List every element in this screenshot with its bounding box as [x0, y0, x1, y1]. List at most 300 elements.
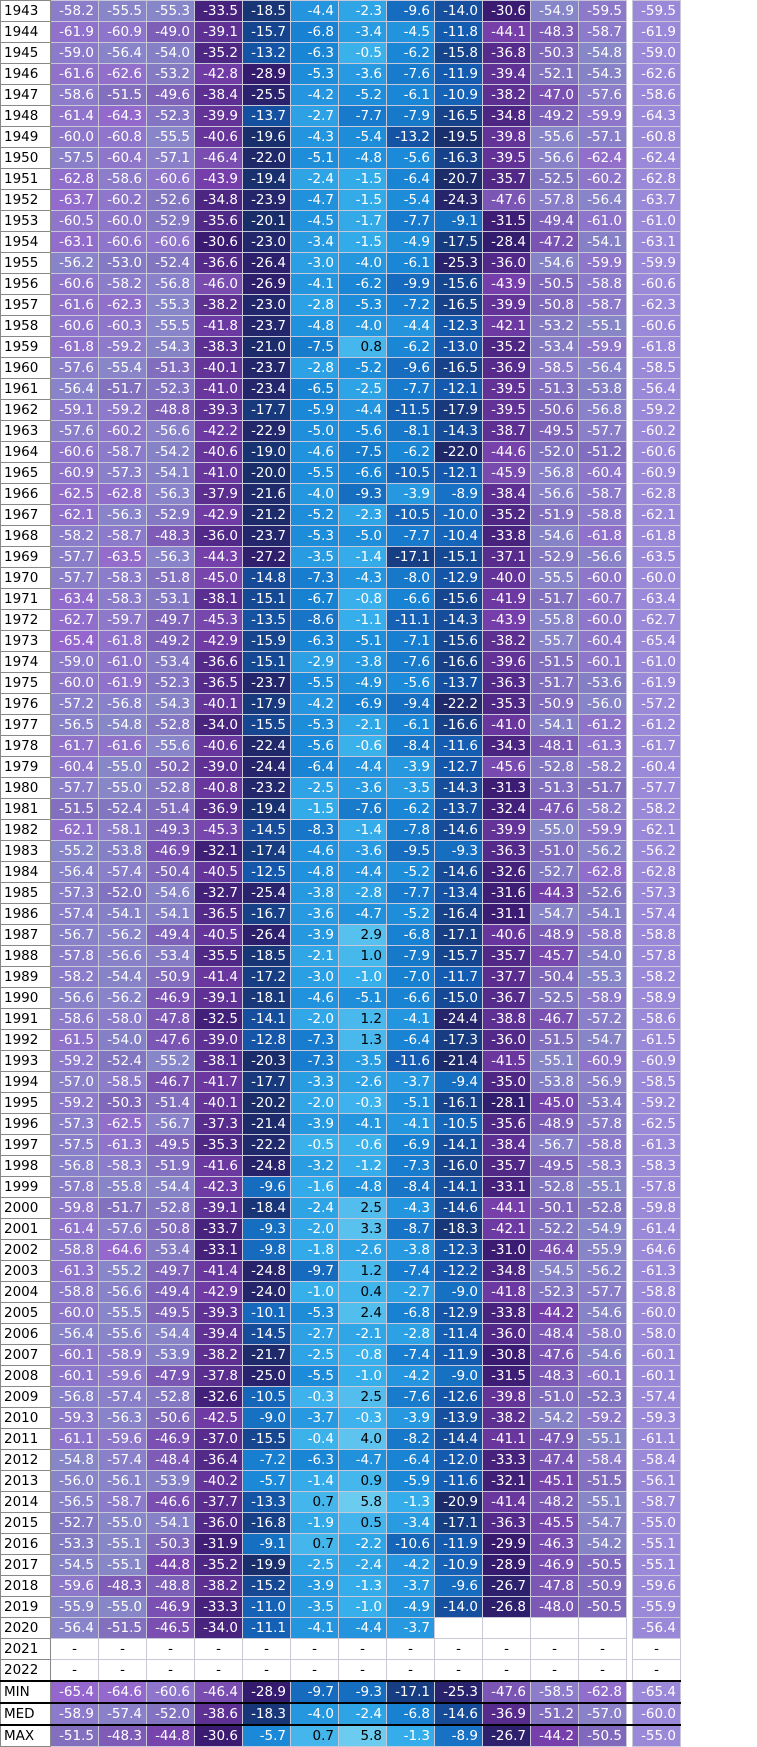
value-cell: -59.0 [51, 43, 99, 64]
value-cell: -55.5 [99, 1303, 147, 1324]
value-cell: -5.7 [243, 1725, 291, 1747]
value-cell: -64.6 [99, 1681, 147, 1703]
table-row [1, 253, 681, 274]
value-cell: -41.0 [195, 463, 243, 484]
value-cell: -26.8 [483, 1597, 531, 1618]
value-cell: -26.9 [243, 274, 291, 295]
value-cell: -53.2 [531, 316, 579, 337]
value-cell: -36.3 [483, 1513, 531, 1534]
value-cell: -65.4 [51, 1681, 99, 1703]
value-cell: -5.3 [291, 1303, 339, 1324]
value-cell: -60.0 [99, 211, 147, 232]
annual-cell: -63.1 [633, 232, 681, 253]
value-cell: -17.1 [435, 1513, 483, 1534]
value-cell: -6.6 [387, 988, 435, 1009]
value-cell: -47.8 [531, 1576, 579, 1597]
value-cell: -60.4 [579, 463, 627, 484]
value-cell: -22.0 [435, 442, 483, 463]
value-cell: -3.9 [387, 757, 435, 778]
value-cell: -1.3 [387, 1492, 435, 1513]
table-row [1, 1072, 681, 1093]
value-cell: -27.2 [243, 547, 291, 568]
value-cell: -54.3 [147, 337, 195, 358]
annual-cell: -58.4 [633, 1450, 681, 1471]
value-cell: -33.1 [195, 1240, 243, 1261]
value-cell: -4.4 [339, 862, 387, 883]
value-cell: -5.3 [339, 295, 387, 316]
value-cell: -41.4 [483, 1492, 531, 1513]
value-cell: -56.8 [51, 1156, 99, 1177]
value-cell: -26.7 [483, 1576, 531, 1597]
value-cell: -57.2 [579, 1009, 627, 1030]
value-cell: -55.2 [99, 1261, 147, 1282]
value-cell: - [579, 1660, 627, 1682]
value-cell: -48.8 [147, 400, 195, 421]
value-cell: -10.9 [435, 85, 483, 106]
value-cell: -19.5 [435, 127, 483, 148]
annual-cell: -60.2 [633, 421, 681, 442]
value-cell: -5.6 [291, 736, 339, 757]
value-cell: -37.1 [483, 547, 531, 568]
year-cell: 1965 [1, 463, 51, 484]
value-cell: -7.3 [291, 568, 339, 589]
value-cell: -3.5 [339, 1051, 387, 1072]
table-row [1, 652, 681, 673]
value-cell: -4.9 [387, 1597, 435, 1618]
table-row [1, 1597, 681, 1618]
value-cell: -50.4 [531, 967, 579, 988]
annual-cell: -59.5 [633, 1, 681, 22]
value-cell: -55.3 [579, 967, 627, 988]
value-cell: -15.6 [435, 274, 483, 295]
annual-cell: -64.3 [633, 106, 681, 127]
value-cell: -40.6 [195, 127, 243, 148]
value-cell: -60.0 [51, 1303, 99, 1324]
year-cell: 1956 [1, 274, 51, 295]
value-cell: -32.1 [483, 1471, 531, 1492]
annual-cell: -56.4 [633, 379, 681, 400]
value-cell: -53.0 [99, 253, 147, 274]
value-cell: -57.3 [51, 883, 99, 904]
value-cell: -1.4 [291, 1471, 339, 1492]
value-cell: -50.1 [531, 1198, 579, 1219]
value-cell: -60.2 [99, 190, 147, 211]
table-row [1, 988, 681, 1009]
annual-cell: -58.2 [633, 967, 681, 988]
value-cell: -62.3 [99, 295, 147, 316]
value-cell: -57.4 [51, 904, 99, 925]
value-cell: -61.8 [579, 526, 627, 547]
value-cell: -40.0 [483, 568, 531, 589]
value-cell: -36.3 [483, 841, 531, 862]
table-row [1, 148, 681, 169]
table-row [1, 1471, 681, 1492]
value-cell: -50.6 [147, 1408, 195, 1429]
value-cell: -61.3 [579, 736, 627, 757]
value-cell: -18.1 [243, 988, 291, 1009]
value-cell: -15.8 [435, 43, 483, 64]
value-cell: -54.1 [147, 1513, 195, 1534]
year-cell: 2022 [1, 1660, 51, 1682]
value-cell: -12.3 [435, 1240, 483, 1261]
value-cell: -40.6 [483, 925, 531, 946]
value-cell: -1.4 [339, 820, 387, 841]
value-cell: -51.7 [579, 778, 627, 799]
value-cell: -49.5 [531, 1156, 579, 1177]
value-cell: -48.3 [99, 1725, 147, 1747]
value-cell: -43.9 [483, 274, 531, 295]
value-cell: -4.6 [291, 841, 339, 862]
value-cell: -54.2 [579, 1534, 627, 1555]
value-cell: -58.6 [99, 169, 147, 190]
value-cell: -53.4 [147, 652, 195, 673]
value-cell: -56.9 [579, 1072, 627, 1093]
value-cell: -35.6 [483, 1114, 531, 1135]
value-cell: - [243, 1639, 291, 1660]
value-cell: -59.5 [579, 1, 627, 22]
value-cell: -48.2 [531, 1492, 579, 1513]
value-cell: -35.2 [195, 1555, 243, 1576]
value-cell: -1.5 [291, 799, 339, 820]
value-cell: -0.8 [339, 1345, 387, 1366]
table-row [1, 1282, 681, 1303]
value-cell: -38.2 [195, 1576, 243, 1597]
value-cell: -14.5 [243, 820, 291, 841]
table-row [1, 1660, 681, 1682]
annual-cell: - [633, 1660, 681, 1682]
annual-cell: -61.0 [633, 652, 681, 673]
annual-cell: -60.6 [633, 316, 681, 337]
value-cell: -60.1 [579, 652, 627, 673]
annual-cell: -62.7 [633, 610, 681, 631]
value-cell: -6.2 [387, 799, 435, 820]
value-cell: -16.1 [435, 1093, 483, 1114]
annual-cell: -61.0 [633, 211, 681, 232]
value-cell: -51.7 [531, 673, 579, 694]
value-cell: -54.0 [99, 1030, 147, 1051]
annual-cell: -58.5 [633, 358, 681, 379]
annual-cell: -62.1 [633, 820, 681, 841]
value-cell: -17.2 [243, 967, 291, 988]
value-cell: -35.0 [483, 1072, 531, 1093]
table-row [1, 799, 681, 820]
value-cell: -59.2 [579, 1408, 627, 1429]
value-cell: -45.3 [195, 610, 243, 631]
value-cell: -25.0 [243, 1366, 291, 1387]
year-cell: 2013 [1, 1471, 51, 1492]
annual-cell: -58.8 [633, 1282, 681, 1303]
value-cell: -55.3 [147, 1, 195, 22]
value-cell: -42.1 [483, 1219, 531, 1240]
value-cell: -11.0 [243, 1597, 291, 1618]
value-cell: -38.2 [195, 1345, 243, 1366]
value-cell: -2.5 [291, 778, 339, 799]
value-cell: -56.2 [99, 988, 147, 1009]
value-cell: -61.3 [99, 1135, 147, 1156]
annual-cell: -61.1 [633, 1429, 681, 1450]
value-cell: -52.3 [147, 379, 195, 400]
value-cell: -4.2 [387, 1555, 435, 1576]
value-cell: -54.6 [579, 1345, 627, 1366]
year-cell: 1959 [1, 337, 51, 358]
value-cell: -60.9 [579, 1051, 627, 1072]
year-cell: 2021 [1, 1639, 51, 1660]
value-cell: -3.4 [387, 1513, 435, 1534]
value-cell: 0.7 [291, 1534, 339, 1555]
value-cell: -15.7 [435, 946, 483, 967]
value-cell: -51.7 [99, 379, 147, 400]
value-cell: -54.0 [147, 43, 195, 64]
value-cell: - [483, 1660, 531, 1682]
value-cell: -56.3 [99, 505, 147, 526]
value-cell: -55.1 [579, 316, 627, 337]
value-cell: -12.9 [435, 568, 483, 589]
value-cell: -15.5 [243, 715, 291, 736]
value-cell: -55.1 [531, 1051, 579, 1072]
value-cell: -7.9 [387, 106, 435, 127]
value-cell: -16.4 [435, 904, 483, 925]
value-cell: -3.5 [387, 778, 435, 799]
value-cell: -55.6 [99, 1324, 147, 1345]
value-cell: 1.2 [339, 1009, 387, 1030]
value-cell: -0.3 [339, 1408, 387, 1429]
value-cell: -9.3 [243, 1219, 291, 1240]
value-cell: -2.2 [339, 1534, 387, 1555]
value-cell: -59.9 [579, 820, 627, 841]
annual-cell: -62.1 [633, 505, 681, 526]
value-cell: -56.0 [579, 694, 627, 715]
value-cell: -4.1 [291, 274, 339, 295]
annual-cell: -60.0 [633, 1703, 681, 1725]
value-cell: 5.8 [339, 1492, 387, 1513]
year-cell: 1991 [1, 1009, 51, 1030]
value-cell: -51.2 [579, 442, 627, 463]
value-cell: -9.7 [291, 1261, 339, 1282]
value-cell: -25.3 [435, 253, 483, 274]
value-cell: -55.0 [531, 820, 579, 841]
value-cell: -40.5 [195, 925, 243, 946]
value-cell: -4.4 [339, 1618, 387, 1639]
table-row [1, 1450, 681, 1471]
value-cell: -6.1 [387, 715, 435, 736]
value-cell: -61.8 [99, 631, 147, 652]
value-cell: -39.3 [195, 400, 243, 421]
value-cell: 0.9 [339, 1471, 387, 1492]
value-cell: -4.2 [387, 1366, 435, 1387]
value-cell: -6.9 [339, 694, 387, 715]
value-cell: -24.4 [435, 1009, 483, 1030]
value-cell: -35.7 [483, 1156, 531, 1177]
value-cell: -38.4 [195, 85, 243, 106]
value-cell: -39.5 [483, 148, 531, 169]
value-cell: -3.6 [339, 841, 387, 862]
annual-cell: -56.4 [633, 1618, 681, 1639]
value-cell: -0.8 [339, 589, 387, 610]
value-cell: -8.1 [387, 421, 435, 442]
value-cell: -2.7 [387, 1282, 435, 1303]
value-cell: -3.9 [291, 1576, 339, 1597]
value-cell: -52.8 [147, 715, 195, 736]
value-cell: 2.5 [339, 1198, 387, 1219]
value-cell: -21.6 [243, 484, 291, 505]
value-cell: -39.0 [195, 1030, 243, 1051]
value-cell: -55.2 [147, 1051, 195, 1072]
value-cell: -32.4 [483, 799, 531, 820]
year-cell: 1966 [1, 484, 51, 505]
value-cell: -8.9 [435, 1725, 483, 1747]
value-cell: -46.7 [147, 1072, 195, 1093]
value-cell: -24.0 [243, 1282, 291, 1303]
value-cell: -6.2 [339, 274, 387, 295]
value-cell: - [387, 1660, 435, 1682]
value-cell: 0.7 [291, 1492, 339, 1513]
value-cell: -56.3 [99, 1408, 147, 1429]
value-cell: -13.9 [435, 1408, 483, 1429]
value-cell: -23.4 [243, 379, 291, 400]
value-cell: -51.7 [99, 1198, 147, 1219]
value-cell: -59.1 [51, 400, 99, 421]
value-cell: -56.6 [531, 484, 579, 505]
value-cell: -28.9 [243, 64, 291, 85]
value-cell: -47.6 [483, 1681, 531, 1703]
table-row [1, 106, 681, 127]
value-cell: -58.5 [99, 1072, 147, 1093]
value-cell: 0.4 [339, 1282, 387, 1303]
value-cell: -52.8 [579, 1198, 627, 1219]
value-cell: -48.9 [531, 925, 579, 946]
year-cell: 1975 [1, 673, 51, 694]
value-cell: -48.9 [531, 1114, 579, 1135]
value-cell: -39.9 [483, 295, 531, 316]
value-cell: -24.8 [243, 1156, 291, 1177]
value-cell: -58.1 [99, 820, 147, 841]
value-cell: -13.2 [243, 43, 291, 64]
value-cell: -40.1 [195, 1093, 243, 1114]
value-cell: -47.6 [531, 799, 579, 820]
value-cell: -56.6 [99, 946, 147, 967]
value-cell: -58.8 [579, 1135, 627, 1156]
value-cell: -55.1 [99, 1555, 147, 1576]
value-cell: -55.0 [99, 778, 147, 799]
value-cell: -39.4 [483, 64, 531, 85]
value-cell: -59.3 [51, 1408, 99, 1429]
value-cell: -43.9 [483, 610, 531, 631]
year-cell: 1949 [1, 127, 51, 148]
year-cell: 2016 [1, 1534, 51, 1555]
annual-cell: -60.6 [633, 274, 681, 295]
value-cell [579, 1618, 627, 1639]
value-cell: -50.9 [579, 1576, 627, 1597]
annual-cell: -60.1 [633, 1366, 681, 1387]
value-cell: -20.2 [243, 1093, 291, 1114]
value-cell: -56.6 [531, 148, 579, 169]
value-cell: -56.0 [51, 1471, 99, 1492]
year-cell: 1978 [1, 736, 51, 757]
year-cell: 1961 [1, 379, 51, 400]
value-cell: -60.6 [51, 274, 99, 295]
value-cell: -13.7 [435, 673, 483, 694]
value-cell: -25.4 [243, 883, 291, 904]
value-cell: -7.3 [291, 1051, 339, 1072]
value-cell: -44.6 [483, 442, 531, 463]
value-cell: -5.6 [387, 673, 435, 694]
value-cell: -47.2 [531, 232, 579, 253]
table-row [1, 1, 681, 22]
value-cell: -2.5 [339, 379, 387, 400]
value-cell: -50.3 [531, 43, 579, 64]
year-cell: 1944 [1, 22, 51, 43]
value-cell: -60.0 [51, 673, 99, 694]
value-cell: -33.3 [483, 1450, 531, 1471]
value-cell: -5.1 [339, 631, 387, 652]
value-cell: -10.0 [435, 505, 483, 526]
table-row [1, 589, 681, 610]
value-cell: -51.5 [99, 85, 147, 106]
value-cell: -32.6 [195, 1387, 243, 1408]
value-cell: -42.2 [195, 421, 243, 442]
annual-cell: -60.0 [633, 1303, 681, 1324]
value-cell: -57.7 [51, 778, 99, 799]
value-cell: -61.0 [579, 211, 627, 232]
value-cell: -33.7 [195, 1219, 243, 1240]
value-cell: -3.5 [291, 1597, 339, 1618]
value-cell: -9.5 [387, 841, 435, 862]
table-row [1, 316, 681, 337]
value-cell: -52.9 [147, 505, 195, 526]
value-cell: -42.9 [195, 631, 243, 652]
value-cell: -55.8 [531, 610, 579, 631]
value-cell: -3.8 [387, 1240, 435, 1261]
value-cell: -7.4 [387, 1261, 435, 1282]
value-cell: -60.6 [51, 316, 99, 337]
value-cell: -39.5 [483, 400, 531, 421]
value-cell: -9.9 [387, 274, 435, 295]
value-cell: -18.3 [243, 1703, 291, 1725]
value-cell: -60.2 [579, 169, 627, 190]
annual-cell: -56.2 [633, 841, 681, 862]
year-cell: 1945 [1, 43, 51, 64]
value-cell: -0.3 [339, 1093, 387, 1114]
table-row [1, 1093, 681, 1114]
value-cell: -60.4 [579, 631, 627, 652]
value-cell: -52.8 [531, 757, 579, 778]
value-cell: -41.4 [195, 967, 243, 988]
value-cell: -63.7 [51, 190, 99, 211]
value-cell: -57.3 [51, 1114, 99, 1135]
value-cell: -19.4 [243, 799, 291, 820]
value-cell: -60.3 [99, 316, 147, 337]
value-cell: -58.2 [51, 526, 99, 547]
value-cell: -14.6 [435, 820, 483, 841]
value-cell: -35.7 [483, 169, 531, 190]
value-cell: -48.4 [147, 1450, 195, 1471]
annual-cell: -61.3 [633, 1261, 681, 1282]
value-cell: -3.8 [339, 652, 387, 673]
value-cell: -49.3 [147, 820, 195, 841]
value-cell: -38.4 [483, 1135, 531, 1156]
value-cell: -54.9 [531, 1, 579, 22]
value-cell: -48.4 [531, 1324, 579, 1345]
value-cell: -63.1 [51, 232, 99, 253]
value-cell: -34.3 [483, 736, 531, 757]
annual-cell: -58.6 [633, 85, 681, 106]
value-cell: -36.4 [195, 1450, 243, 1471]
value-cell: -47.9 [531, 1429, 579, 1450]
value-cell: -55.8 [99, 1177, 147, 1198]
value-cell: -50.5 [579, 1597, 627, 1618]
value-cell: -60.6 [147, 169, 195, 190]
stat-label: MIN [1, 1681, 51, 1703]
